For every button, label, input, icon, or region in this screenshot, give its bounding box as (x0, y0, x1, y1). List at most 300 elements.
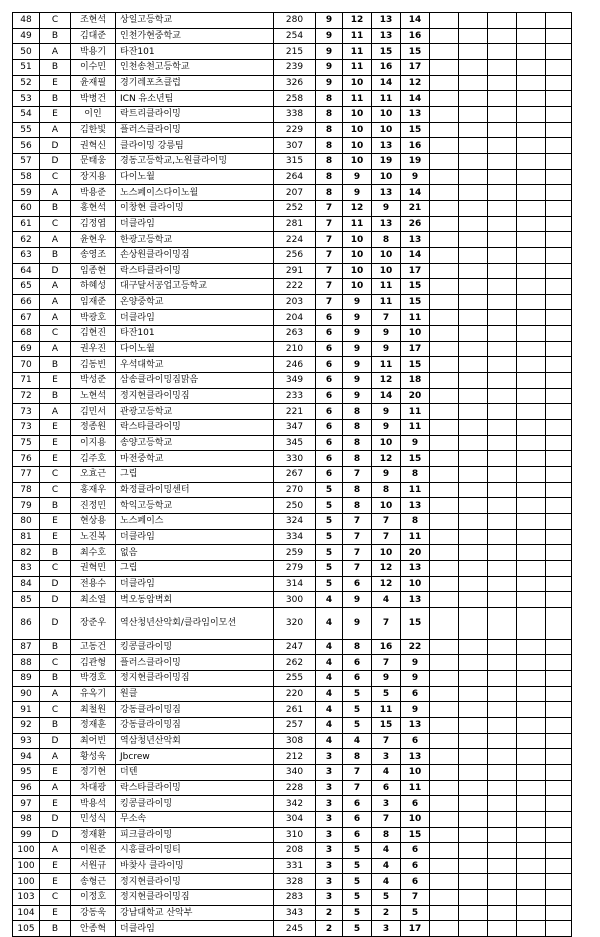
table-row (13, 890, 572, 906)
team-cell: 인천가현중학교 (116, 28, 274, 44)
score-c-cell: 12 (372, 560, 401, 576)
score-a-cell: 8 (316, 185, 343, 201)
empty-cell (488, 796, 517, 812)
rank-cell: 88 (13, 655, 40, 671)
empty-cell (459, 357, 488, 373)
score-d-cell: 7 (401, 890, 430, 906)
name-cell: 홍현석 (71, 200, 116, 216)
empty-cell (430, 843, 459, 859)
team-cell: 역삼청년산악회 (116, 733, 274, 749)
number-cell: 328 (274, 874, 316, 890)
empty-cell (517, 749, 546, 765)
score-c-cell: 11 (372, 294, 401, 310)
group-cell: B (40, 247, 71, 263)
score-a-cell: 4 (316, 686, 343, 702)
empty-cell (459, 169, 488, 185)
empty-cell (517, 28, 546, 44)
empty-cell (546, 451, 572, 467)
rank-cell: 92 (13, 717, 40, 733)
team-cell: 노스페이스 (116, 514, 274, 530)
number-cell: 233 (274, 388, 316, 404)
empty-cell (546, 592, 572, 608)
empty-cell (488, 44, 517, 60)
empty-cell (459, 874, 488, 890)
number-cell: 326 (274, 75, 316, 91)
table-row (13, 467, 572, 483)
empty-cell (517, 122, 546, 138)
empty-cell (488, 59, 517, 75)
empty-cell (517, 91, 546, 107)
name-cell: 문태웅 (71, 153, 116, 169)
score-d-cell: 20 (401, 545, 430, 561)
empty-cell (459, 28, 488, 44)
empty-cell (430, 185, 459, 201)
empty-cell (488, 388, 517, 404)
score-b-cell: 11 (343, 59, 372, 75)
empty-cell (430, 294, 459, 310)
score-d-cell: 9 (401, 670, 430, 686)
results-table (12, 12, 572, 937)
score-b-cell: 6 (343, 655, 372, 671)
empty-cell (488, 655, 517, 671)
empty-cell (459, 388, 488, 404)
empty-cell (546, 639, 572, 655)
empty-cell (430, 827, 459, 843)
rank-cell: 103 (13, 890, 40, 906)
score-d-cell: 26 (401, 216, 430, 232)
score-a-cell: 7 (316, 263, 343, 279)
empty-cell (430, 811, 459, 827)
name-cell: 임종현 (71, 263, 116, 279)
group-cell: A (40, 122, 71, 138)
score-a-cell: 8 (316, 122, 343, 138)
team-cell: 노스페이스다이노월 (116, 185, 274, 201)
number-cell: 345 (274, 435, 316, 451)
score-d-cell: 16 (401, 28, 430, 44)
empty-cell (459, 341, 488, 357)
empty-cell (517, 576, 546, 592)
score-c-cell: 3 (372, 749, 401, 765)
score-d-cell: 13 (401, 106, 430, 122)
team-cell: 플러스클라이밍 (116, 122, 274, 138)
score-c-cell: 7 (372, 811, 401, 827)
empty-cell (517, 435, 546, 451)
score-a-cell: 5 (316, 545, 343, 561)
empty-cell (430, 639, 459, 655)
table-row (13, 607, 572, 639)
number-cell: 267 (274, 467, 316, 483)
rank-cell: 73 (13, 420, 40, 436)
team-cell: 락스타클라이밍 (116, 780, 274, 796)
empty-cell (430, 545, 459, 561)
score-c-cell: 5 (372, 890, 401, 906)
score-d-cell: 15 (401, 357, 430, 373)
score-d-cell: 13 (401, 232, 430, 248)
empty-cell (517, 294, 546, 310)
name-cell: 진정민 (71, 498, 116, 514)
group-cell: E (40, 373, 71, 389)
empty-cell (459, 44, 488, 60)
score-d-cell: 15 (401, 607, 430, 639)
empty-cell (459, 560, 488, 576)
empty-cell (430, 91, 459, 107)
score-a-cell: 4 (316, 655, 343, 671)
empty-cell (488, 514, 517, 530)
number-cell: 212 (274, 749, 316, 765)
number-cell: 255 (274, 670, 316, 686)
name-cell: 유옥기 (71, 686, 116, 702)
score-c-cell: 13 (372, 216, 401, 232)
empty-cell (517, 138, 546, 154)
score-b-cell: 5 (343, 843, 372, 859)
empty-cell (430, 686, 459, 702)
empty-cell (459, 451, 488, 467)
empty-cell (430, 905, 459, 921)
name-cell: 박광호 (71, 310, 116, 326)
table-row (13, 404, 572, 420)
empty-cell (459, 592, 488, 608)
empty-cell (517, 451, 546, 467)
score-c-cell: 9 (372, 341, 401, 357)
empty-cell (488, 310, 517, 326)
empty-cell (430, 435, 459, 451)
rank-cell: 104 (13, 905, 40, 921)
name-cell: 최소열 (71, 592, 116, 608)
rank-cell: 69 (13, 341, 40, 357)
empty-cell (459, 279, 488, 295)
table-row (13, 106, 572, 122)
score-a-cell: 8 (316, 153, 343, 169)
number-cell: 300 (274, 592, 316, 608)
score-d-cell: 15 (401, 122, 430, 138)
name-cell: 박경호 (71, 670, 116, 686)
empty-cell (546, 326, 572, 342)
score-b-cell: 6 (343, 796, 372, 812)
score-a-cell: 3 (316, 780, 343, 796)
table-row (13, 843, 572, 859)
rank-cell: 53 (13, 91, 40, 107)
score-b-cell: 7 (343, 514, 372, 530)
empty-cell (430, 655, 459, 671)
empty-cell (546, 843, 572, 859)
group-cell: E (40, 858, 71, 874)
score-d-cell: 21 (401, 200, 430, 216)
table-row (13, 639, 572, 655)
empty-cell (488, 279, 517, 295)
team-cell: 타잔101 (116, 44, 274, 60)
score-d-cell: 8 (401, 467, 430, 483)
rank-cell: 79 (13, 498, 40, 514)
score-c-cell: 8 (372, 482, 401, 498)
empty-cell (430, 169, 459, 185)
score-c-cell: 10 (372, 122, 401, 138)
score-c-cell: 15 (372, 717, 401, 733)
score-c-cell: 11 (372, 357, 401, 373)
name-cell: 박병건 (71, 91, 116, 107)
score-b-cell: 10 (343, 106, 372, 122)
score-b-cell: 7 (343, 560, 372, 576)
score-c-cell: 10 (372, 545, 401, 561)
score-b-cell: 8 (343, 420, 372, 436)
name-cell: 홍재우 (71, 482, 116, 498)
team-cell: 마전중학교 (116, 451, 274, 467)
score-b-cell: 9 (343, 357, 372, 373)
table-row (13, 91, 572, 107)
score-b-cell: 8 (343, 749, 372, 765)
empty-cell (459, 827, 488, 843)
name-cell: 안종혁 (71, 921, 116, 937)
empty-cell (546, 294, 572, 310)
group-cell: E (40, 451, 71, 467)
score-a-cell: 4 (316, 670, 343, 686)
rank-cell: 85 (13, 592, 40, 608)
team-cell: 그립 (116, 467, 274, 483)
number-cell: 324 (274, 514, 316, 530)
score-a-cell: 6 (316, 388, 343, 404)
team-cell: 화정클라이밍센터 (116, 482, 274, 498)
table-row (13, 247, 572, 263)
score-d-cell: 11 (401, 310, 430, 326)
score-a-cell: 3 (316, 827, 343, 843)
table-row (13, 44, 572, 60)
score-a-cell: 5 (316, 560, 343, 576)
score-a-cell: 4 (316, 607, 343, 639)
team-cell: 정지현클라이밍짐 (116, 388, 274, 404)
score-d-cell: 6 (401, 858, 430, 874)
table-row (13, 670, 572, 686)
name-cell: 노현석 (71, 388, 116, 404)
empty-cell (546, 341, 572, 357)
empty-cell (517, 357, 546, 373)
empty-cell (459, 905, 488, 921)
empty-cell (488, 905, 517, 921)
score-b-cell: 7 (343, 529, 372, 545)
empty-cell (459, 75, 488, 91)
score-a-cell: 7 (316, 247, 343, 263)
number-cell: 204 (274, 310, 316, 326)
score-b-cell: 8 (343, 498, 372, 514)
empty-cell (430, 717, 459, 733)
table-row (13, 733, 572, 749)
table-row (13, 592, 572, 608)
empty-cell (488, 764, 517, 780)
empty-cell (488, 545, 517, 561)
rank-cell: 70 (13, 357, 40, 373)
name-cell: 권우진 (71, 341, 116, 357)
score-d-cell: 11 (401, 780, 430, 796)
empty-cell (488, 733, 517, 749)
empty-cell (546, 733, 572, 749)
empty-cell (517, 106, 546, 122)
rank-cell: 75 (13, 435, 40, 451)
score-a-cell: 4 (316, 717, 343, 733)
empty-cell (546, 216, 572, 232)
group-cell: D (40, 592, 71, 608)
score-c-cell: 12 (372, 373, 401, 389)
empty-cell (488, 498, 517, 514)
table-row (13, 451, 572, 467)
number-cell: 256 (274, 247, 316, 263)
empty-cell (546, 514, 572, 530)
score-b-cell: 6 (343, 811, 372, 827)
team-cell: 더클라임 (116, 576, 274, 592)
name-cell: 박용준 (71, 185, 116, 201)
rank-cell: 63 (13, 247, 40, 263)
score-b-cell: 4 (343, 733, 372, 749)
group-cell: E (40, 514, 71, 530)
number-cell: 220 (274, 686, 316, 702)
score-a-cell: 6 (316, 373, 343, 389)
empty-cell (459, 607, 488, 639)
empty-cell (459, 514, 488, 530)
rank-cell: 67 (13, 310, 40, 326)
empty-cell (517, 310, 546, 326)
group-cell: B (40, 388, 71, 404)
empty-cell (430, 341, 459, 357)
empty-cell (430, 780, 459, 796)
team-cell: 없음 (116, 545, 274, 561)
score-b-cell: 10 (343, 75, 372, 91)
empty-cell (546, 91, 572, 107)
team-cell: 손상원클라이밍짐 (116, 247, 274, 263)
group-cell: B (40, 91, 71, 107)
group-cell: D (40, 576, 71, 592)
team-cell: 학익고등학교 (116, 498, 274, 514)
group-cell: D (40, 607, 71, 639)
number-cell: 262 (274, 655, 316, 671)
score-a-cell: 9 (316, 28, 343, 44)
team-cell: 킹콩클라이밍 (116, 796, 274, 812)
empty-cell (488, 451, 517, 467)
team-cell: 정지현클라이밍짐 (116, 670, 274, 686)
empty-cell (430, 310, 459, 326)
team-cell: 락트리클라이밍 (116, 106, 274, 122)
empty-cell (459, 576, 488, 592)
rank-cell: 51 (13, 59, 40, 75)
team-cell: 무소속 (116, 811, 274, 827)
score-d-cell: 10 (401, 764, 430, 780)
score-d-cell: 20 (401, 388, 430, 404)
team-cell: 클라이밍 강릉팀 (116, 138, 274, 154)
score-d-cell: 15 (401, 279, 430, 295)
name-cell: 김정엽 (71, 216, 116, 232)
group-cell: A (40, 44, 71, 60)
table-row (13, 858, 572, 874)
rank-cell: 100 (13, 874, 40, 890)
empty-cell (517, 796, 546, 812)
team-cell: 삼송클라이밍짐맑음 (116, 373, 274, 389)
group-cell: C (40, 169, 71, 185)
empty-cell (488, 592, 517, 608)
score-c-cell: 13 (372, 138, 401, 154)
score-c-cell: 12 (372, 451, 401, 467)
rank-cell: 68 (13, 326, 40, 342)
team-cell: 원클 (116, 686, 274, 702)
table-row (13, 545, 572, 561)
team-cell: 인천송천고등학교 (116, 59, 274, 75)
empty-cell (546, 655, 572, 671)
empty-cell (546, 138, 572, 154)
empty-cell (488, 91, 517, 107)
number-cell: 315 (274, 153, 316, 169)
score-a-cell: 8 (316, 138, 343, 154)
empty-cell (430, 874, 459, 890)
empty-cell (546, 404, 572, 420)
empty-cell (459, 733, 488, 749)
empty-cell (488, 263, 517, 279)
number-cell: 203 (274, 294, 316, 310)
score-c-cell: 16 (372, 639, 401, 655)
empty-cell (459, 717, 488, 733)
rank-cell: 90 (13, 686, 40, 702)
score-a-cell: 5 (316, 482, 343, 498)
score-d-cell: 9 (401, 655, 430, 671)
name-cell: 김주호 (71, 451, 116, 467)
name-cell: 김민서 (71, 404, 116, 420)
group-cell: B (40, 200, 71, 216)
number-cell: 229 (274, 122, 316, 138)
empty-cell (517, 780, 546, 796)
name-cell: 이지용 (71, 435, 116, 451)
score-a-cell: 9 (316, 44, 343, 60)
score-d-cell: 6 (401, 843, 430, 859)
table-row (13, 373, 572, 389)
team-cell: 경동고등학교,노원클라이밍 (116, 153, 274, 169)
score-c-cell: 9 (372, 670, 401, 686)
rank-cell: 89 (13, 670, 40, 686)
empty-cell (517, 232, 546, 248)
number-cell: 252 (274, 200, 316, 216)
team-cell: 벽오동암벽회 (116, 592, 274, 608)
name-cell: 정재훈 (71, 717, 116, 733)
empty-cell (546, 435, 572, 451)
empty-cell (546, 122, 572, 138)
score-a-cell: 3 (316, 796, 343, 812)
score-c-cell: 10 (372, 106, 401, 122)
table-row (13, 874, 572, 890)
empty-cell (488, 326, 517, 342)
number-cell: 258 (274, 91, 316, 107)
score-b-cell: 9 (343, 592, 372, 608)
empty-cell (517, 811, 546, 827)
empty-cell (546, 185, 572, 201)
empty-cell (546, 780, 572, 796)
empty-cell (546, 13, 572, 29)
number-cell: 259 (274, 545, 316, 561)
group-cell: C (40, 560, 71, 576)
empty-cell (488, 576, 517, 592)
empty-cell (459, 639, 488, 655)
score-a-cell: 6 (316, 326, 343, 342)
score-d-cell: 6 (401, 874, 430, 890)
name-cell: 송영조 (71, 247, 116, 263)
group-cell: C (40, 702, 71, 718)
name-cell: 권혁민 (71, 560, 116, 576)
rank-cell: 59 (13, 185, 40, 201)
group-cell: C (40, 326, 71, 342)
empty-cell (459, 764, 488, 780)
empty-cell (517, 247, 546, 263)
table-row (13, 921, 572, 937)
empty-cell (517, 44, 546, 60)
score-d-cell: 17 (401, 59, 430, 75)
score-b-cell: 7 (343, 545, 372, 561)
name-cell: 윤현우 (71, 232, 116, 248)
score-d-cell: 9 (401, 435, 430, 451)
score-b-cell: 9 (343, 388, 372, 404)
empty-cell (430, 216, 459, 232)
score-b-cell: 10 (343, 279, 372, 295)
